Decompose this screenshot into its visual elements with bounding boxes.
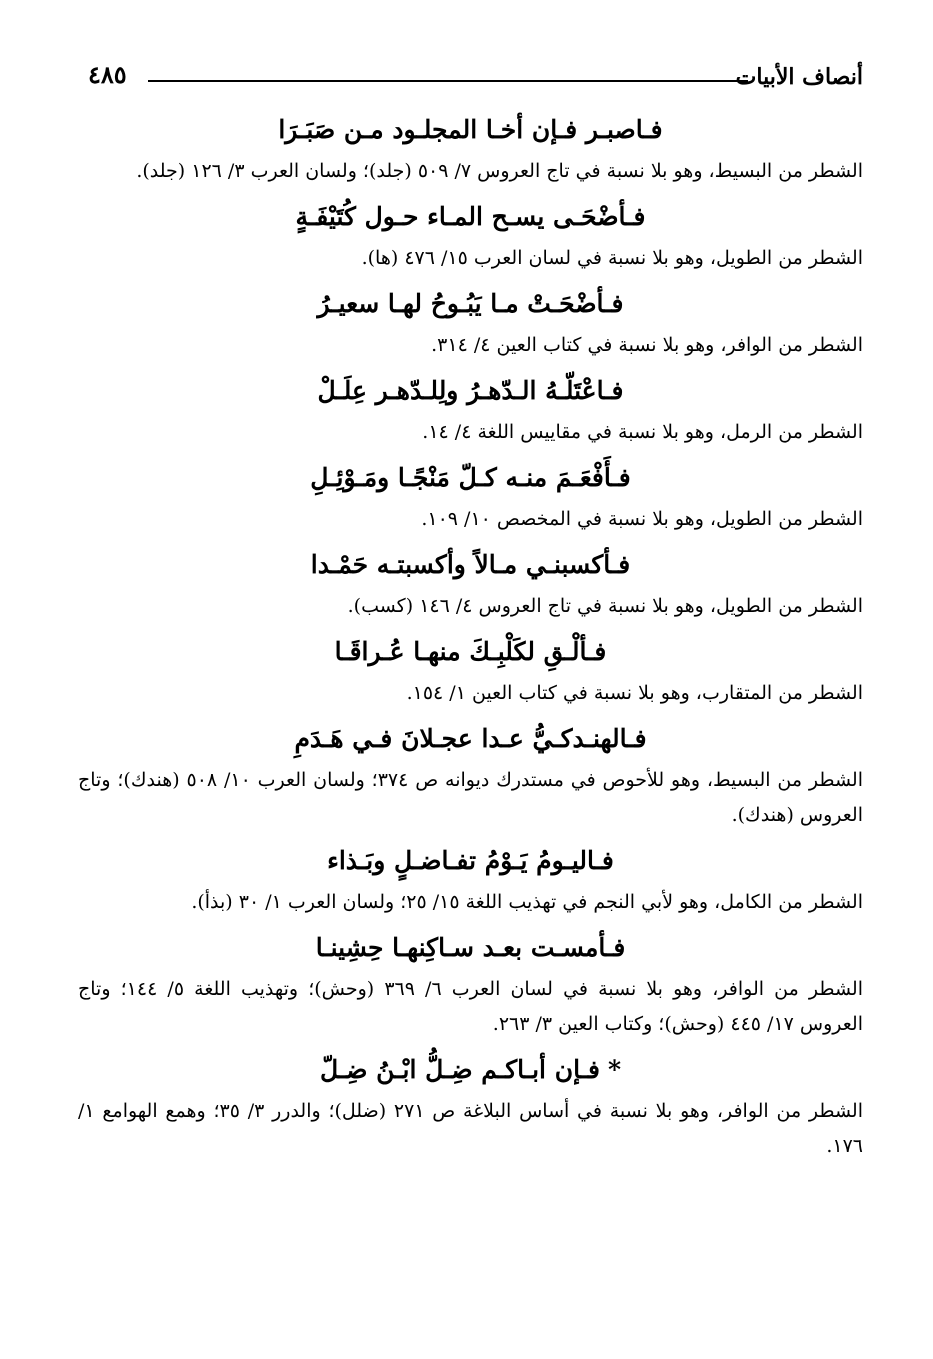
entry — [78, 545, 863, 624]
verse-line: فـأمسـت بعـد سـاكِنهـا حِشِينـا — [315, 933, 626, 962]
entry — [78, 197, 863, 276]
verse-line: فـألْـقِ لكَلْبِـكَ منهـا عُـراقَـا — [334, 637, 607, 666]
entry — [78, 632, 863, 711]
page-content — [78, 110, 863, 1172]
verse-note: الشطر من البسيط، وهو للأحوص في مستدرك ديوانه ص ٣٧٤؛ ولسان العرب ١٠/ ٥٠٨ (هندك)؛ وتاج العروس (هندك). — [78, 769, 863, 826]
verse-note: الشطر من الكامل، وهو لأبي النجم في تهذيب اللغة ١٥/ ٢٥؛ ولسان العرب ١/ ٣٠ (بذأ). — [191, 891, 863, 913]
page-number: ٤٨٥ — [88, 60, 127, 89]
verse-line: فـاعْتَلّـهُ الـدّهـرُ ولِلـدّهـر عِلَـلْ — [317, 376, 624, 405]
entry — [78, 719, 863, 833]
verse-line — [78, 1050, 863, 1090]
verse-line: فـاليـومُ يَـوْمُ تفـاضـلٍ وبَـذاء — [327, 846, 614, 875]
verse-line: فـأَفْعَـمَ منـه كـلّ مَنْجًـا ومَـوْئِـلِ — [310, 463, 631, 492]
verse-note: الشطر من الطويل، وهو بلا نسبة في لسان العرب ١٥/ ٤٧٦ (ها). — [361, 247, 863, 269]
entry — [78, 284, 863, 363]
entry — [78, 841, 863, 920]
verse-line: فـأضْحَـى يسـح المـاء حـول كُتَيْفَـةٍ — [295, 202, 646, 231]
verse-note: الشطر من الوافر، وهو بلا نسبة في لسان العرب ٦/ ٣٦٩ (وحش)؛ وتهذيب اللغة ٥/ ١٤٤؛ وتاج العروس ١٧/ ٤٤٥ (وحش)؛ وكتاب العين ٣/ ٢٦٣. — [78, 978, 863, 1035]
verse-note: الشطر من الوافر، وهو بلا نسبة في أساس البلاغة ص ٢٧١ (ضلل)؛ والدرر ٣/ ٣٥؛ وهمع الهوامع ١/ ١٧٦. — [78, 1100, 863, 1157]
header-rule — [148, 80, 748, 82]
entry — [78, 110, 863, 189]
entry — [78, 371, 863, 450]
entry — [78, 928, 863, 1042]
verse-note: الشطر من الطويل، وهو بلا نسبة في المخصص ١٠/ ١٠٩. — [421, 508, 863, 530]
page-header — [78, 60, 863, 96]
verse-line: فـأضْحَـتْ مـا يَبُـوحُ لهـا سعيـرُ — [317, 289, 624, 318]
verse-line: فـالهنـدكـيُّ عـدا عجـلانَ فـي هَـدَمِ — [294, 724, 647, 753]
entry — [78, 1050, 863, 1164]
verse-note: الشطر من الوافر، وهو بلا نسبة في كتاب العين ٤/ ٣١٤. — [431, 334, 863, 356]
running-title: أنصاف الأبيات — [735, 64, 863, 90]
verse-note: الشطر من البسيط، وهو بلا نسبة في تاج العروس ٧/ ٥٠٩ (جلد)؛ ولسان العرب ٣/ ١٢٦ (جلد). — [136, 160, 863, 182]
entry — [78, 458, 863, 537]
verse-note: الشطر من الرمل، وهو بلا نسبة في مقاييس اللغة ٤/ ١٤. — [422, 421, 863, 443]
asterisk-marker: * — [607, 1055, 622, 1084]
verse-note: الشطر من المتقارب، وهو بلا نسبة في كتاب العين ١/ ١٥٤. — [406, 682, 863, 704]
verse-line: فـأكسبنـي مـالاً وأكسبتـه حَمْـدا — [310, 550, 631, 579]
verse-note: الشطر من الطويل، وهو بلا نسبة في تاج العروس ٤/ ١٤٦ (كسب). — [347, 595, 863, 617]
verse-text: فـإن أبـاكـم ضِـلُّ ابْـنُ ضِـلّ — [319, 1055, 600, 1084]
verse-line: فـاصبـر فـإن أخـا المجلـود مـن صَبَـرَا — [278, 115, 663, 144]
